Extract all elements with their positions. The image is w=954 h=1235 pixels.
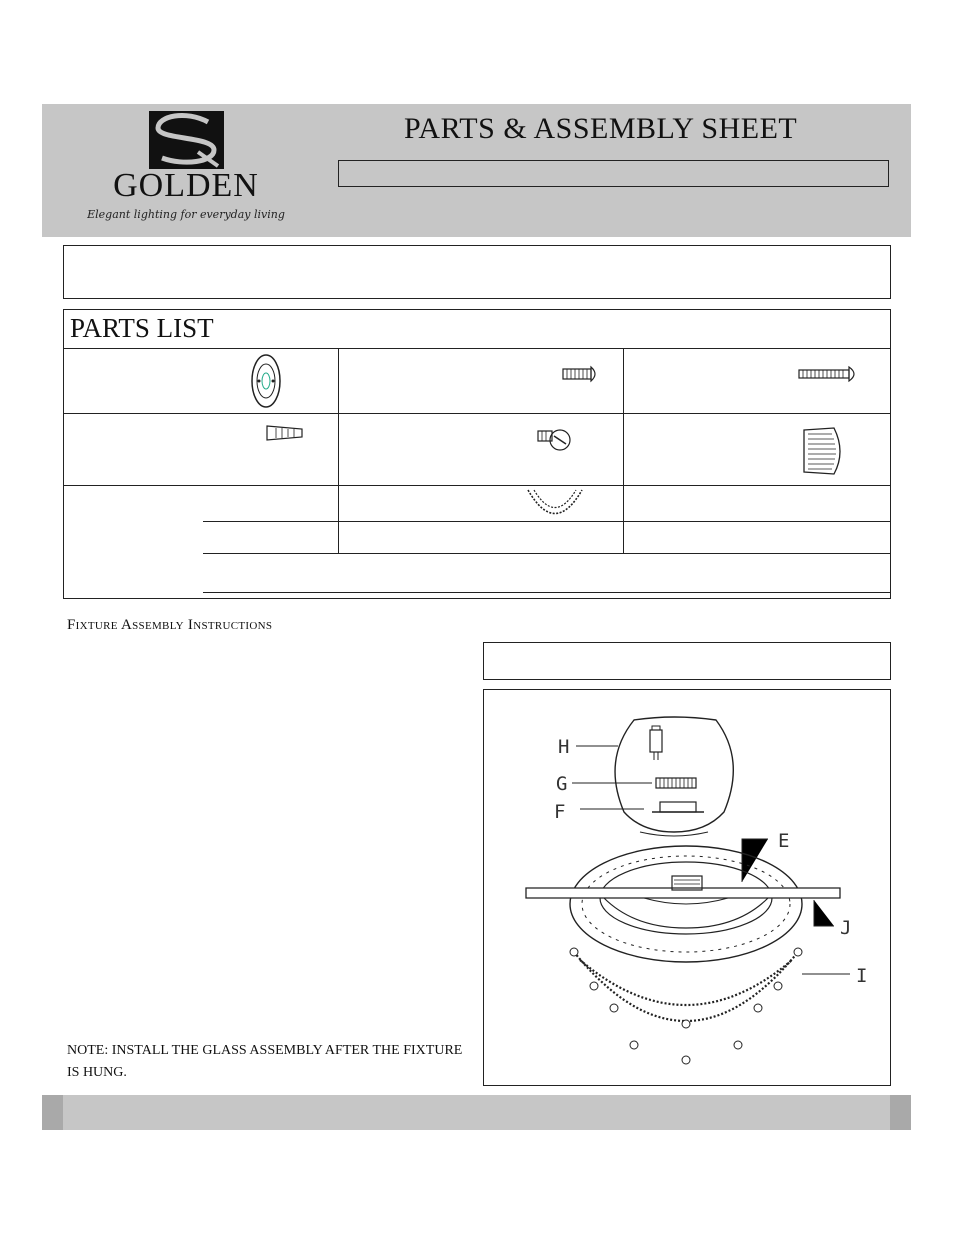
model-number-box: [338, 160, 889, 187]
parts-divider: [203, 521, 891, 522]
footer-cap-right: [890, 1095, 911, 1130]
glass-shade-h-icon: [615, 717, 733, 832]
crystal-chain-icon: [524, 487, 586, 521]
parts-list-title: PARTS LIST: [70, 313, 214, 343]
parts-list-table: [63, 309, 891, 599]
parts-divider: [203, 592, 891, 593]
golden-logo: [86, 108, 286, 226]
label-f: F: [554, 801, 566, 823]
footer-cap-left: [42, 1095, 63, 1130]
footer-band: [42, 1095, 911, 1130]
parts-column-divider: [623, 348, 624, 553]
mounting-screw-icon: [560, 364, 602, 384]
ground-screw-icon: [534, 422, 574, 454]
parts-divider: [63, 413, 891, 414]
assembly-diagram: [483, 689, 891, 1086]
label-i: I: [856, 965, 868, 987]
brand-name: GOLDEN: [113, 167, 259, 204]
label-e: E: [778, 830, 790, 852]
label-j: J: [840, 917, 852, 939]
finial-nut-icon: [798, 424, 850, 480]
brand-tagline: Elegant lighting for everyday living: [87, 208, 285, 221]
glass-assembly-note: NOTE: INSTALL THE GLASS ASSEMBLY AFTER THE FIXTURE IS HUNG.: [67, 1043, 463, 1080]
parts-divider: [63, 348, 891, 349]
wire-connector-icon: [264, 422, 306, 444]
label-h: H: [558, 736, 570, 758]
parts-divider: [203, 553, 891, 554]
long-screw-icon: [796, 364, 862, 384]
fixture-info-box: [63, 245, 891, 299]
bulb-icon: [650, 730, 662, 752]
diagram-caption-box: [483, 642, 891, 680]
holder-f-icon: [660, 802, 696, 812]
mounting-plate-icon: [248, 352, 308, 410]
parts-divider: [63, 485, 891, 486]
parts-column-divider: [338, 348, 339, 553]
instructions-title: Fixture Assembly Instructions: [67, 617, 273, 633]
page-title: PARTS & ASSEMBLY SHEET: [404, 112, 798, 145]
label-g: G: [556, 773, 568, 795]
